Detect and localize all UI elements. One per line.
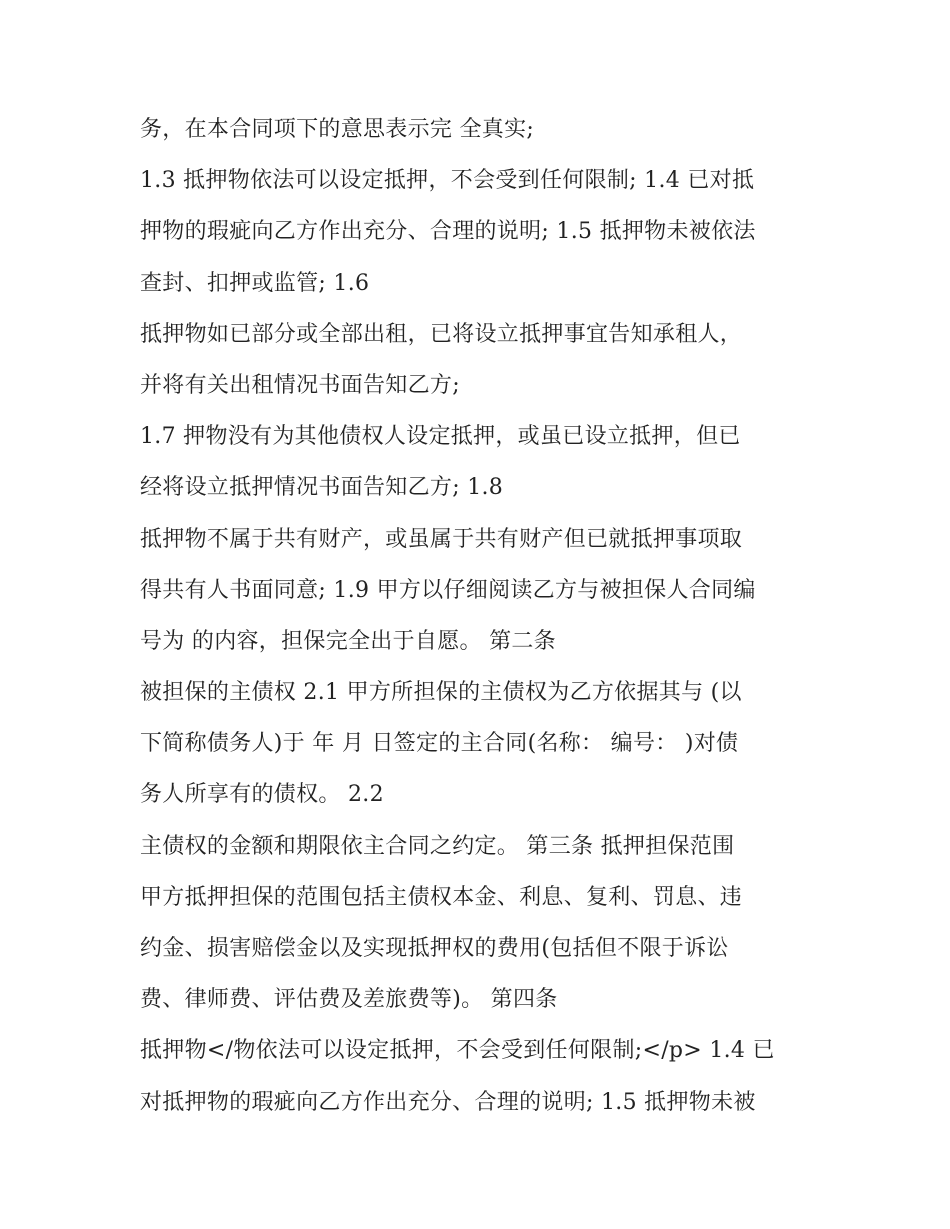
text-line-6: 并将有关出租情况书面告知乙方; [140,372,460,398]
text-line-14: 务人所享有的债权。 2.2 [140,782,384,808]
text-line-8: 经将设立抵押情况书面告知乙方; 1.8 [140,475,504,501]
text-line-9: 抵押物不属于共有财产，或虽属于共有财产但已就抵押事项取 [140,526,743,552]
text-line-17: 约金、损害赔偿金以及实现抵押权的费用(包括但不限于诉讼 [140,936,729,961]
text-line-2: 1.3 抵押物依法可以设定抵押，不会受到任何限制; 1.4 已对抵 [140,168,755,194]
text-line-11: 号为 的内容，担保完全出于自愿。 第二条 [140,628,556,654]
text-line-1: 务，在本合同项下的意思表示完 全真实; [140,117,535,142]
text-line-16: 甲方抵押担保的范围包括主债权本金、利息、复利、罚息、违 [140,884,743,910]
text-line-18: 费、律师费、评估费及差旅费等)。 第四条 [140,987,558,1013]
text-line-10: 得共有人书面同意; 1.9 甲方以仔细阅读乙方与被担保人合同编 [140,577,756,603]
text-line-3: 押物的瑕疵向乙方作出充分、合理的说明; 1.5 抵押物未被依法 [140,219,756,245]
text-line-7: 1.7 押物没有为其他债权人设定抵押，或虽已设立抵押，但已 [140,424,741,450]
text-line-19: 抵押物</物依法可以设定抵押，不会受到任何限制;</p> 1.4 已 [140,1038,775,1064]
text-line-4: 查封、扣押或监管; 1.6 [140,270,370,296]
text-line-15: 主债权的金额和期限依主合同之约定。 第三条 抵押担保范围 [140,833,735,859]
text-line-13: 下简称债务人)于 年 月 日签定的主合同(名称： 编号： )对债 [140,731,739,757]
text-line-5: 抵押物如已部分或全部出租，已将设立抵押事宜告知承租人， [140,321,743,347]
document-body [140,104,820,1128]
text-line-20: 对抵押物的瑕疵向乙方作出充分、合理的说明; 1.5 抵押物未被 [140,1089,756,1115]
text-line-12: 被担保的主债权 2.1 甲方所担保的主债权为乙方依据其与 (以 [140,680,742,706]
